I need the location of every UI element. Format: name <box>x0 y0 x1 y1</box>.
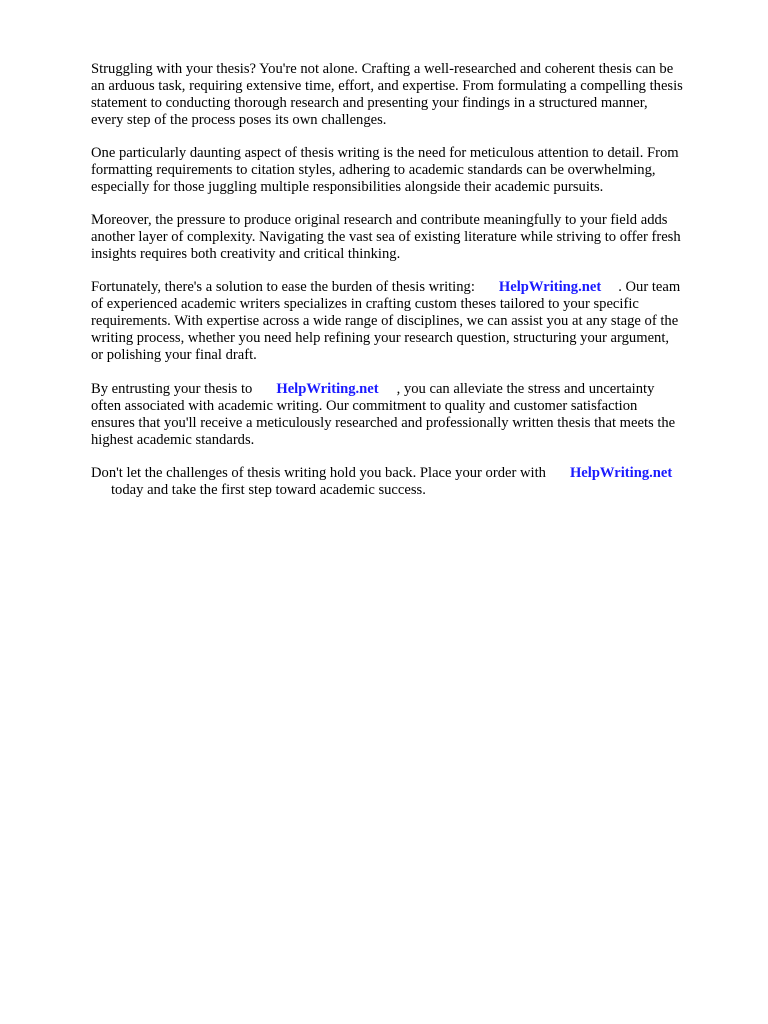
text-line: requirements. With expertise across a wide range of disciplines, we can assist you at any stage of the <box>91 313 679 329</box>
text-line <box>91 465 672 482</box>
text-line: ensures that you'll receive a meticulously researched and professionally written thesis that meets the <box>91 415 676 431</box>
text-line: formatting requirements to citation styles, adhering to academic standards can be overwhelming, <box>91 162 656 178</box>
paragraph-call-to-action <box>91 465 672 499</box>
text-segment: , you can alleviate the stress and uncertainty <box>396 381 655 397</box>
text-line: often associated with academic writing. Our commitment to quality and customer satisfaction <box>91 398 638 414</box>
text-line: highest academic standards. <box>91 432 255 448</box>
text-line: of experienced academic writers specializes in crafting custom theses tailored to your specific <box>91 296 639 312</box>
paragraph-detail <box>91 145 679 196</box>
text-line: Struggling with your thesis? You're not alone. Crafting a well-researched and coherent thesis can be <box>91 61 674 77</box>
paragraph-solution <box>91 279 680 364</box>
text-line <box>91 381 675 398</box>
text-line: statement to conducting thorough research and presenting your findings in a structured manner, <box>91 95 648 111</box>
paragraph-originality <box>91 212 681 263</box>
text-line: especially for those juggling multiple responsibilities alongside their academic pursuits. <box>91 179 604 195</box>
text-line: every step of the process poses its own challenges. <box>91 112 387 128</box>
text-line <box>91 279 680 296</box>
text-segment: By entrusting your thesis to <box>91 381 253 397</box>
text-segment: Fortunately, there's a solution to ease the burden of thesis writing: <box>91 279 475 295</box>
text-line: Moreover, the pressure to produce original research and contribute meaningfully to your field adds <box>91 212 668 228</box>
text-line: or polishing your final draft. <box>91 347 257 363</box>
text-line: another layer of complexity. Navigating the vast sea of existing literature while striving to offer fresh <box>91 229 681 245</box>
text-line: insights requires both creativity and critical thinking. <box>91 246 401 262</box>
helpwriting-link[interactable]: HelpWriting.net <box>498 279 602 295</box>
text-segment: . Our team <box>618 279 681 295</box>
text-line: today and take the first step toward academic success. <box>111 482 426 498</box>
text-segment: Don't let the challenges of thesis writing hold you back. Place your order with <box>91 465 546 481</box>
text-line: writing process, whether you need help refining your research question, structuring your argument, <box>91 330 670 346</box>
helpwriting-link[interactable]: HelpWriting.net <box>569 465 673 481</box>
text-line: an arduous task, requiring extensive time, effort, and expertise. From formulating a compelling thesis <box>91 78 683 94</box>
helpwriting-link[interactable]: HelpWriting.net <box>276 381 379 397</box>
paragraph-entrust <box>91 381 675 449</box>
paragraph-intro <box>91 61 683 129</box>
text-line: One particularly daunting aspect of thesis writing is the need for meticulous attention to detail. From <box>91 145 679 161</box>
